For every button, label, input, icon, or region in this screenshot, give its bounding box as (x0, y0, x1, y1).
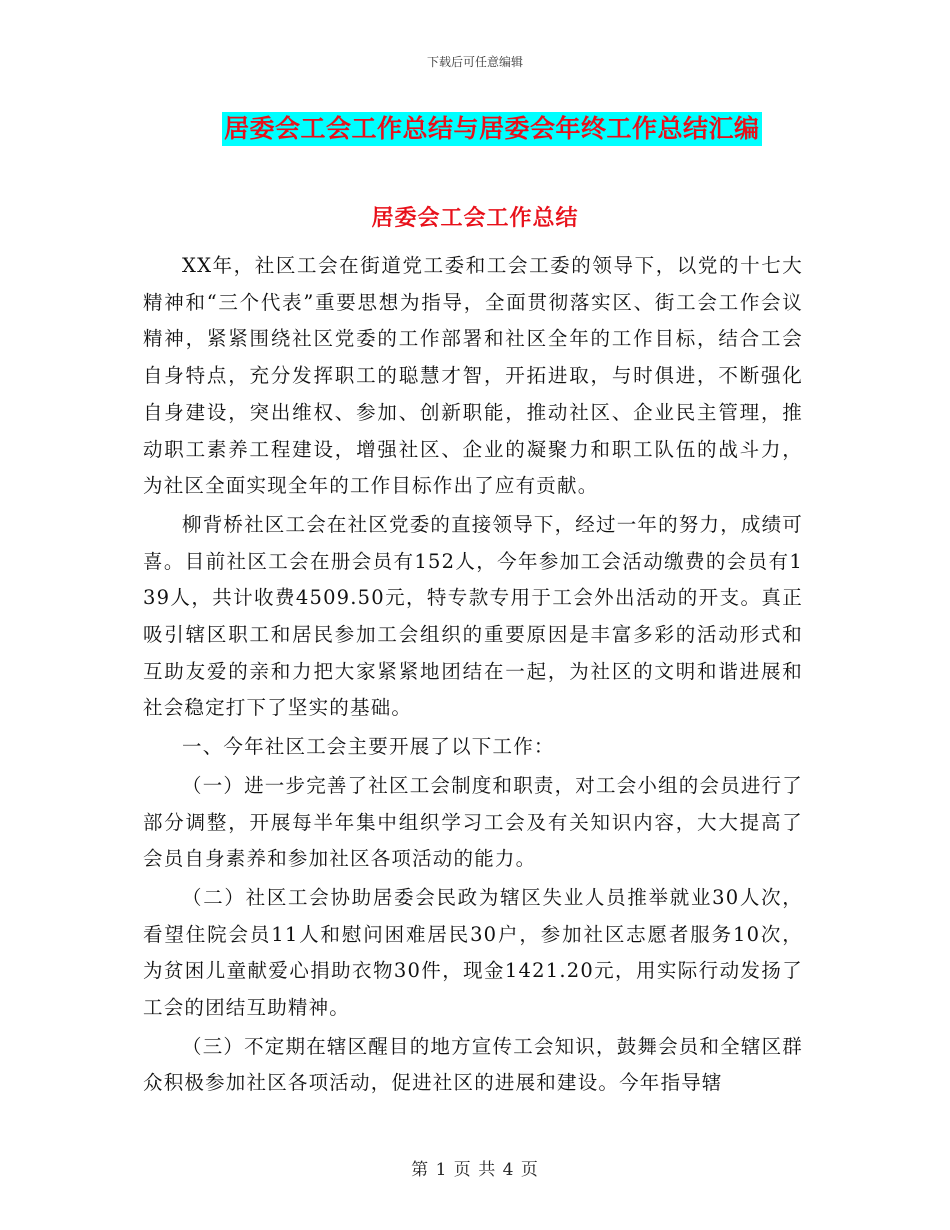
page-footer: 第 1 页 共 4 页 (411, 1160, 539, 1180)
paragraph: 柳背桥社区工会在社区党委的直接领导下，经过一年的努力，成绩可喜。目前社区工会在册会员有152人，今年参加工会活动缴费的会员有139人，共计收费4509.50元，特专款专用于工会外出活动的开支。真正吸引辖区职工和居民参加工会组织的重要原因是丰富多彩的活动形式和互助友爱的亲和力把大家紧紧地团结在一起，为社区的文明和谐进展和社会稳定打下了坚实的基础。 (143, 512, 804, 720)
header-note: 下载后可任意编辑 (426, 55, 523, 69)
paragraph: XX年，社区工会在街道党工委和工会工委的领导下，以党的十七大精神和“三个代表”重要思想为指导，全面贯彻落实区、街工会工作会议精神，紧紧围绕社区党委的工作部署和社区全年的工作目标，结合工会自身特点，充分发挥职工的聪慧才智，开拓进取，与时俱进，不断强化自身建设，突出维权、参加、创新职能，推动社区、企业民主管理，推动职工素养工程建设，增强社区、企业的凝聚力和职工队伍的战斗力，为社区全面实现全年的工作目标作出了应有贡献。 (143, 254, 803, 498)
paragraph: （一）进一步完善了社区工会制度和职责，对工会小组的会员进行了部分调整，开展每半年集中组织学习工会及有关知识内容，大大提高了会员自身素养和参加社区各项活动的能力。 (143, 773, 804, 871)
document-body (143, 248, 803, 1102)
paragraph: （二）社区工会协助居委会民政为辖区失业人员推举就业30人次，看望住院会员11人和慰问困难居民30户，参加社区志愿者服务10次，为贫困儿童献爱心捐助衣物30件，现金1421.20元，用实际行动发扬了工会的团结互助精神。 (143, 885, 803, 1020)
section-title: 居委会工会工作总结 (371, 205, 579, 231)
paragraph: 一、今年社区工会主要开展了以下工作： (182, 735, 555, 759)
paragraph: （三）不定期在辖区醒目的地方宣传工会知识，鼓舞会员和全辖区群众积极参加社区各项活动，促进社区的进展和建设。今年指导辖 (143, 1034, 804, 1095)
document-main-title: 居委会工会工作总结与居委会年终工作总结汇编 (222, 112, 762, 146)
